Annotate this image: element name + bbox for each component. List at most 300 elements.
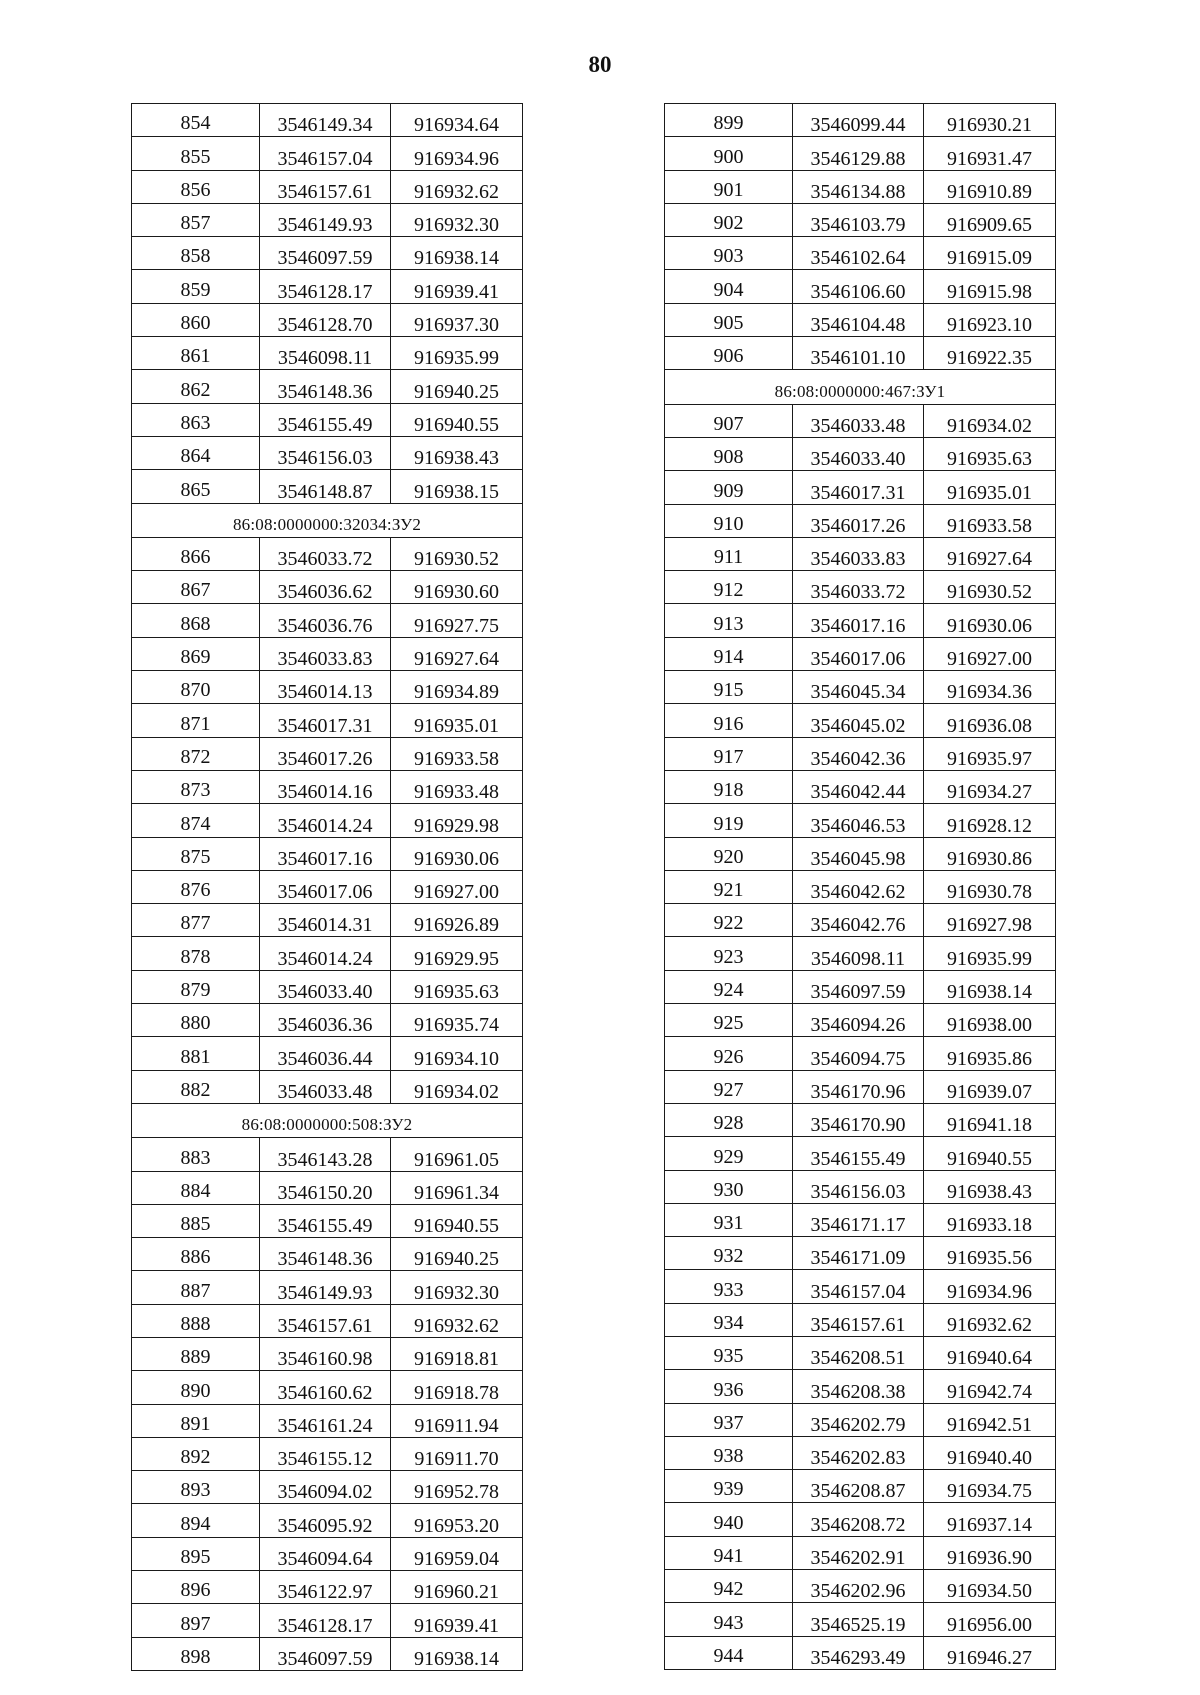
coordinate-row <box>665 804 1056 837</box>
point-number: 898 <box>132 1637 260 1670</box>
x-coordinate: 3546014.16 <box>260 770 391 803</box>
x-coordinate: 3546014.24 <box>260 937 391 970</box>
y-coordinate: 916930.52 <box>391 537 523 570</box>
coordinate-row <box>665 1436 1056 1469</box>
point-number: 867 <box>132 571 260 604</box>
x-coordinate: 3546036.44 <box>260 1037 391 1070</box>
y-coordinate: 916932.62 <box>924 1303 1056 1336</box>
cadastral-section-row <box>665 370 1056 404</box>
coordinate-row <box>665 404 1056 437</box>
y-coordinate: 916928.12 <box>924 804 1056 837</box>
x-coordinate: 3546293.49 <box>793 1636 924 1669</box>
x-coordinate: 3546128.70 <box>260 303 391 336</box>
y-coordinate: 916938.43 <box>924 1170 1056 1203</box>
x-coordinate: 3546045.02 <box>793 704 924 737</box>
point-number: 866 <box>132 537 260 570</box>
y-coordinate: 916935.01 <box>391 704 523 737</box>
x-coordinate: 3546106.60 <box>793 270 924 303</box>
x-coordinate: 3546101.10 <box>793 337 924 370</box>
point-number: 942 <box>665 1570 793 1603</box>
y-coordinate: 916938.15 <box>391 470 523 503</box>
x-coordinate: 3546157.04 <box>793 1270 924 1303</box>
x-coordinate: 3546033.48 <box>260 1070 391 1103</box>
x-coordinate: 3546017.16 <box>793 604 924 637</box>
coordinate-row <box>132 671 523 704</box>
coordinate-row <box>665 203 1056 236</box>
point-number: 901 <box>665 170 793 203</box>
x-coordinate: 3546170.96 <box>793 1070 924 1103</box>
x-coordinate: 3546157.61 <box>260 170 391 203</box>
coordinate-row <box>132 904 523 937</box>
coordinate-row <box>132 436 523 469</box>
coordinate-row <box>665 537 1056 570</box>
y-coordinate: 916942.74 <box>924 1370 1056 1403</box>
point-number: 870 <box>132 671 260 704</box>
coordinate-row <box>665 1603 1056 1636</box>
coordinate-row <box>132 1037 523 1070</box>
point-number: 915 <box>665 671 793 704</box>
x-coordinate: 3546103.79 <box>793 203 924 236</box>
coordinate-row <box>665 1137 1056 1170</box>
x-coordinate: 3546017.26 <box>260 737 391 770</box>
point-number: 940 <box>665 1503 793 1536</box>
x-coordinate: 3546157.61 <box>260 1304 391 1337</box>
point-number: 890 <box>132 1371 260 1404</box>
y-coordinate: 916932.62 <box>391 170 523 203</box>
x-coordinate: 3546017.31 <box>260 704 391 737</box>
y-coordinate: 916940.55 <box>924 1137 1056 1170</box>
point-number: 933 <box>665 1270 793 1303</box>
y-coordinate: 916934.36 <box>924 671 1056 704</box>
y-coordinate: 916938.00 <box>924 1004 1056 1037</box>
coordinate-row <box>132 571 523 604</box>
coordinate-row <box>665 937 1056 970</box>
point-number: 916 <box>665 704 793 737</box>
y-coordinate: 916911.70 <box>391 1437 523 1470</box>
coordinate-row <box>132 804 523 837</box>
y-coordinate: 916937.30 <box>391 303 523 336</box>
x-coordinate: 3546208.87 <box>793 1470 924 1503</box>
point-number: 882 <box>132 1070 260 1103</box>
x-coordinate: 3546094.02 <box>260 1471 391 1504</box>
y-coordinate: 916935.86 <box>924 1037 1056 1070</box>
y-coordinate: 916938.14 <box>391 1637 523 1670</box>
point-number: 876 <box>132 870 260 903</box>
point-number: 923 <box>665 937 793 970</box>
y-coordinate: 916934.02 <box>391 1070 523 1103</box>
point-number: 883 <box>132 1138 260 1171</box>
x-coordinate: 3546095.92 <box>260 1504 391 1537</box>
x-coordinate: 3546036.62 <box>260 571 391 604</box>
point-number: 874 <box>132 804 260 837</box>
point-number: 856 <box>132 170 260 203</box>
coordinate-row <box>132 1138 523 1171</box>
y-coordinate: 916927.64 <box>924 537 1056 570</box>
y-coordinate: 916910.89 <box>924 170 1056 203</box>
y-coordinate: 916939.07 <box>924 1070 1056 1103</box>
y-coordinate: 916940.55 <box>391 1204 523 1237</box>
point-number: 895 <box>132 1537 260 1570</box>
y-coordinate: 916934.75 <box>924 1470 1056 1503</box>
coordinate-row <box>132 1404 523 1437</box>
point-number: 911 <box>665 537 793 570</box>
x-coordinate: 3546525.19 <box>793 1603 924 1636</box>
y-coordinate: 916915.98 <box>924 270 1056 303</box>
y-coordinate: 916934.50 <box>924 1570 1056 1603</box>
y-coordinate: 916933.48 <box>391 770 523 803</box>
coordinate-row <box>132 303 523 336</box>
coordinate-row <box>132 1004 523 1037</box>
y-coordinate: 916936.90 <box>924 1536 1056 1569</box>
coordinate-row <box>132 937 523 970</box>
coordinate-row <box>665 303 1056 336</box>
y-coordinate: 916960.21 <box>391 1571 523 1604</box>
point-number: 858 <box>132 237 260 270</box>
point-number: 931 <box>665 1203 793 1236</box>
y-coordinate: 916930.86 <box>924 837 1056 870</box>
coordinate-row <box>665 1403 1056 1436</box>
y-coordinate: 916923.10 <box>924 303 1056 336</box>
coordinate-row <box>132 1437 523 1470</box>
point-number: 855 <box>132 137 260 170</box>
point-number: 859 <box>132 270 260 303</box>
point-number: 926 <box>665 1037 793 1070</box>
point-number: 897 <box>132 1604 260 1637</box>
coordinate-row <box>132 104 523 137</box>
coordinate-row <box>132 1537 523 1570</box>
x-coordinate: 3546036.76 <box>260 604 391 637</box>
point-number: 939 <box>665 1470 793 1503</box>
x-coordinate: 3546208.72 <box>793 1503 924 1536</box>
y-coordinate: 916932.30 <box>391 203 523 236</box>
coordinate-row <box>132 1304 523 1337</box>
point-number: 868 <box>132 604 260 637</box>
point-number: 896 <box>132 1571 260 1604</box>
point-number: 889 <box>132 1337 260 1370</box>
cadastral-number: 86:08:0000000:508:ЗУ2 <box>132 1103 523 1137</box>
x-coordinate: 3546094.75 <box>793 1037 924 1070</box>
x-coordinate: 3546155.49 <box>260 1204 391 1237</box>
point-number: 917 <box>665 737 793 770</box>
point-number: 941 <box>665 1536 793 1569</box>
y-coordinate: 916929.95 <box>391 937 523 970</box>
cadastral-section-row <box>132 503 523 537</box>
point-number: 900 <box>665 137 793 170</box>
point-number: 894 <box>132 1504 260 1537</box>
x-coordinate: 3546033.40 <box>793 437 924 470</box>
coordinate-row <box>665 970 1056 1003</box>
coordinate-row <box>132 203 523 236</box>
coordinate-row <box>132 170 523 203</box>
coordinate-row <box>665 471 1056 504</box>
y-coordinate: 916935.99 <box>391 337 523 370</box>
x-coordinate: 3546102.64 <box>793 237 924 270</box>
coordinate-row <box>665 1270 1056 1303</box>
coordinate-row <box>132 1238 523 1271</box>
coordinate-row <box>132 970 523 1003</box>
coordinate-row <box>665 704 1056 737</box>
x-coordinate: 3546017.16 <box>260 837 391 870</box>
y-coordinate: 916938.14 <box>391 237 523 270</box>
x-coordinate: 3546157.04 <box>260 137 391 170</box>
coordinate-row <box>132 604 523 637</box>
coordinate-row <box>132 537 523 570</box>
x-coordinate: 3546036.36 <box>260 1004 391 1037</box>
coordinate-row <box>132 837 523 870</box>
coordinate-row <box>665 337 1056 370</box>
point-number: 943 <box>665 1603 793 1636</box>
coordinate-row <box>665 1070 1056 1103</box>
x-coordinate: 3546208.38 <box>793 1370 924 1403</box>
y-coordinate: 916927.00 <box>924 637 1056 670</box>
point-number: 937 <box>665 1403 793 1436</box>
coordinate-row <box>132 1637 523 1670</box>
coordinate-row <box>665 1203 1056 1236</box>
cadastral-number: 86:08:0000000:32034:ЗУ2 <box>132 503 523 537</box>
coordinate-row <box>665 137 1056 170</box>
coordinate-row <box>132 704 523 737</box>
coordinate-row <box>132 1070 523 1103</box>
point-number: 909 <box>665 471 793 504</box>
x-coordinate: 3546017.26 <box>793 504 924 537</box>
y-coordinate: 916922.35 <box>924 337 1056 370</box>
point-number: 857 <box>132 203 260 236</box>
y-coordinate: 916934.10 <box>391 1037 523 1070</box>
x-coordinate: 3546094.26 <box>793 1004 924 1037</box>
point-number: 877 <box>132 904 260 937</box>
point-number: 873 <box>132 770 260 803</box>
point-number: 893 <box>132 1471 260 1504</box>
coordinate-row <box>665 1237 1056 1270</box>
y-coordinate: 916930.21 <box>924 104 1056 137</box>
coordinate-row <box>665 1470 1056 1503</box>
point-number: 904 <box>665 270 793 303</box>
coordinate-row <box>665 1004 1056 1037</box>
point-number: 872 <box>132 737 260 770</box>
point-number: 878 <box>132 937 260 970</box>
point-number: 944 <box>665 1636 793 1669</box>
coordinate-row <box>665 170 1056 203</box>
x-coordinate: 3546045.34 <box>793 671 924 704</box>
y-coordinate: 916930.06 <box>924 604 1056 637</box>
x-coordinate: 3546033.72 <box>260 537 391 570</box>
y-coordinate: 916927.75 <box>391 604 523 637</box>
x-coordinate: 3546045.98 <box>793 837 924 870</box>
point-number: 928 <box>665 1103 793 1136</box>
coordinate-row <box>132 637 523 670</box>
x-coordinate: 3546033.83 <box>793 537 924 570</box>
x-coordinate: 3546155.49 <box>793 1137 924 1170</box>
y-coordinate: 916918.81 <box>391 1337 523 1370</box>
x-coordinate: 3546155.12 <box>260 1437 391 1470</box>
point-number: 936 <box>665 1370 793 1403</box>
coordinate-row <box>665 904 1056 937</box>
coordinate-row <box>665 870 1056 903</box>
coordinate-row <box>132 1571 523 1604</box>
point-number: 905 <box>665 303 793 336</box>
cadastral-section-row <box>132 1103 523 1137</box>
coordinate-row <box>665 270 1056 303</box>
coordinate-row <box>132 137 523 170</box>
point-number: 932 <box>665 1237 793 1270</box>
point-number: 887 <box>132 1271 260 1304</box>
y-coordinate: 916937.14 <box>924 1503 1056 1536</box>
point-number: 884 <box>132 1171 260 1204</box>
coordinate-row <box>132 1504 523 1537</box>
x-coordinate: 3546014.13 <box>260 671 391 704</box>
x-coordinate: 3546202.91 <box>793 1536 924 1569</box>
coordinate-row <box>665 1336 1056 1369</box>
x-coordinate: 3546148.87 <box>260 470 391 503</box>
y-coordinate: 916953.20 <box>391 1504 523 1537</box>
x-coordinate: 3546202.96 <box>793 1570 924 1603</box>
point-number: 902 <box>665 203 793 236</box>
point-number: 899 <box>665 104 793 137</box>
y-coordinate: 916939.41 <box>391 270 523 303</box>
y-coordinate: 916932.30 <box>391 1271 523 1304</box>
x-coordinate: 3546149.34 <box>260 104 391 137</box>
x-coordinate: 3546202.83 <box>793 1436 924 1469</box>
x-coordinate: 3546171.09 <box>793 1237 924 1270</box>
coordinate-row <box>132 370 523 403</box>
y-coordinate: 916932.62 <box>391 1304 523 1337</box>
x-coordinate: 3546148.36 <box>260 370 391 403</box>
y-coordinate: 916940.25 <box>391 1238 523 1271</box>
x-coordinate: 3546097.59 <box>793 970 924 1003</box>
point-number: 888 <box>132 1304 260 1337</box>
point-number: 903 <box>665 237 793 270</box>
y-coordinate: 916952.78 <box>391 1471 523 1504</box>
y-coordinate: 916927.98 <box>924 904 1056 937</box>
y-coordinate: 916927.00 <box>391 870 523 903</box>
y-coordinate: 916934.64 <box>391 104 523 137</box>
y-coordinate: 916941.18 <box>924 1103 1056 1136</box>
x-coordinate: 3546128.17 <box>260 270 391 303</box>
y-coordinate: 916934.02 <box>924 404 1056 437</box>
x-coordinate: 3546122.97 <box>260 1571 391 1604</box>
coordinate-row <box>665 1370 1056 1403</box>
point-number: 927 <box>665 1070 793 1103</box>
page-number: 80 <box>588 52 612 77</box>
point-number: 924 <box>665 970 793 1003</box>
x-coordinate: 3546017.06 <box>793 637 924 670</box>
point-number: 885 <box>132 1204 260 1237</box>
point-number: 886 <box>132 1238 260 1271</box>
x-coordinate: 3546046.53 <box>793 804 924 837</box>
x-coordinate: 3546202.79 <box>793 1403 924 1436</box>
point-number: 922 <box>665 904 793 937</box>
x-coordinate: 3546097.59 <box>260 1637 391 1670</box>
x-coordinate: 3546134.88 <box>793 170 924 203</box>
x-coordinate: 3546170.90 <box>793 1103 924 1136</box>
point-number: 938 <box>665 1436 793 1469</box>
point-number: 914 <box>665 637 793 670</box>
y-coordinate: 916935.99 <box>924 937 1056 970</box>
x-coordinate: 3546097.59 <box>260 237 391 270</box>
point-number: 925 <box>665 1004 793 1037</box>
y-coordinate: 916930.60 <box>391 571 523 604</box>
x-coordinate: 3546129.88 <box>793 137 924 170</box>
x-coordinate: 3546098.11 <box>793 937 924 970</box>
point-number: 912 <box>665 571 793 604</box>
coordinate-row <box>132 470 523 503</box>
point-number: 892 <box>132 1437 260 1470</box>
y-coordinate: 916939.41 <box>391 1604 523 1637</box>
point-number: 907 <box>665 404 793 437</box>
x-coordinate: 3546014.31 <box>260 904 391 937</box>
point-number: 908 <box>665 437 793 470</box>
y-coordinate: 916935.97 <box>924 737 1056 770</box>
y-coordinate: 916946.27 <box>924 1636 1056 1669</box>
x-coordinate: 3546042.44 <box>793 770 924 803</box>
x-coordinate: 3546157.61 <box>793 1303 924 1336</box>
x-coordinate: 3546033.40 <box>260 970 391 1003</box>
point-number: 869 <box>132 637 260 670</box>
coordinate-row <box>665 437 1056 470</box>
y-coordinate: 916915.09 <box>924 237 1056 270</box>
coordinate-row <box>665 1303 1056 1336</box>
point-number: 860 <box>132 303 260 336</box>
y-coordinate: 916926.89 <box>391 904 523 937</box>
y-coordinate: 916929.98 <box>391 804 523 837</box>
y-coordinate: 916940.55 <box>391 403 523 436</box>
point-number: 913 <box>665 604 793 637</box>
coordinate-row <box>665 1170 1056 1203</box>
point-number: 862 <box>132 370 260 403</box>
y-coordinate: 916935.56 <box>924 1237 1056 1270</box>
point-number: 919 <box>665 804 793 837</box>
y-coordinate: 916933.58 <box>924 504 1056 537</box>
x-coordinate: 3546033.83 <box>260 637 391 670</box>
x-coordinate: 3546160.62 <box>260 1371 391 1404</box>
point-number: 930 <box>665 1170 793 1203</box>
x-coordinate: 3546150.20 <box>260 1171 391 1204</box>
x-coordinate: 3546160.98 <box>260 1337 391 1370</box>
point-number: 920 <box>665 837 793 870</box>
y-coordinate: 916934.96 <box>924 1270 1056 1303</box>
y-coordinate: 916918.78 <box>391 1371 523 1404</box>
y-coordinate: 916930.52 <box>924 571 1056 604</box>
y-coordinate: 916940.25 <box>391 370 523 403</box>
x-coordinate: 3546156.03 <box>793 1170 924 1203</box>
coordinate-row <box>132 1271 523 1304</box>
x-coordinate: 3546042.76 <box>793 904 924 937</box>
coordinate-table-right <box>664 103 1056 1670</box>
y-coordinate: 916911.94 <box>391 1404 523 1437</box>
point-number: 934 <box>665 1303 793 1336</box>
point-number: 875 <box>132 837 260 870</box>
point-number: 881 <box>132 1037 260 1070</box>
y-coordinate: 916930.06 <box>391 837 523 870</box>
y-coordinate: 916909.65 <box>924 203 1056 236</box>
point-number: 865 <box>132 470 260 503</box>
coordinate-row <box>132 870 523 903</box>
y-coordinate: 916940.40 <box>924 1436 1056 1469</box>
y-coordinate: 916927.64 <box>391 637 523 670</box>
x-coordinate: 3546033.72 <box>793 571 924 604</box>
point-number: 921 <box>665 870 793 903</box>
x-coordinate: 3546171.17 <box>793 1203 924 1236</box>
coordinate-row <box>132 403 523 436</box>
y-coordinate: 916930.78 <box>924 870 1056 903</box>
x-coordinate: 3546104.48 <box>793 303 924 336</box>
point-number: 910 <box>665 504 793 537</box>
y-coordinate: 916961.34 <box>391 1171 523 1204</box>
x-coordinate: 3546155.49 <box>260 403 391 436</box>
y-coordinate: 916935.63 <box>391 970 523 1003</box>
coordinate-row <box>665 637 1056 670</box>
x-coordinate: 3546042.62 <box>793 870 924 903</box>
